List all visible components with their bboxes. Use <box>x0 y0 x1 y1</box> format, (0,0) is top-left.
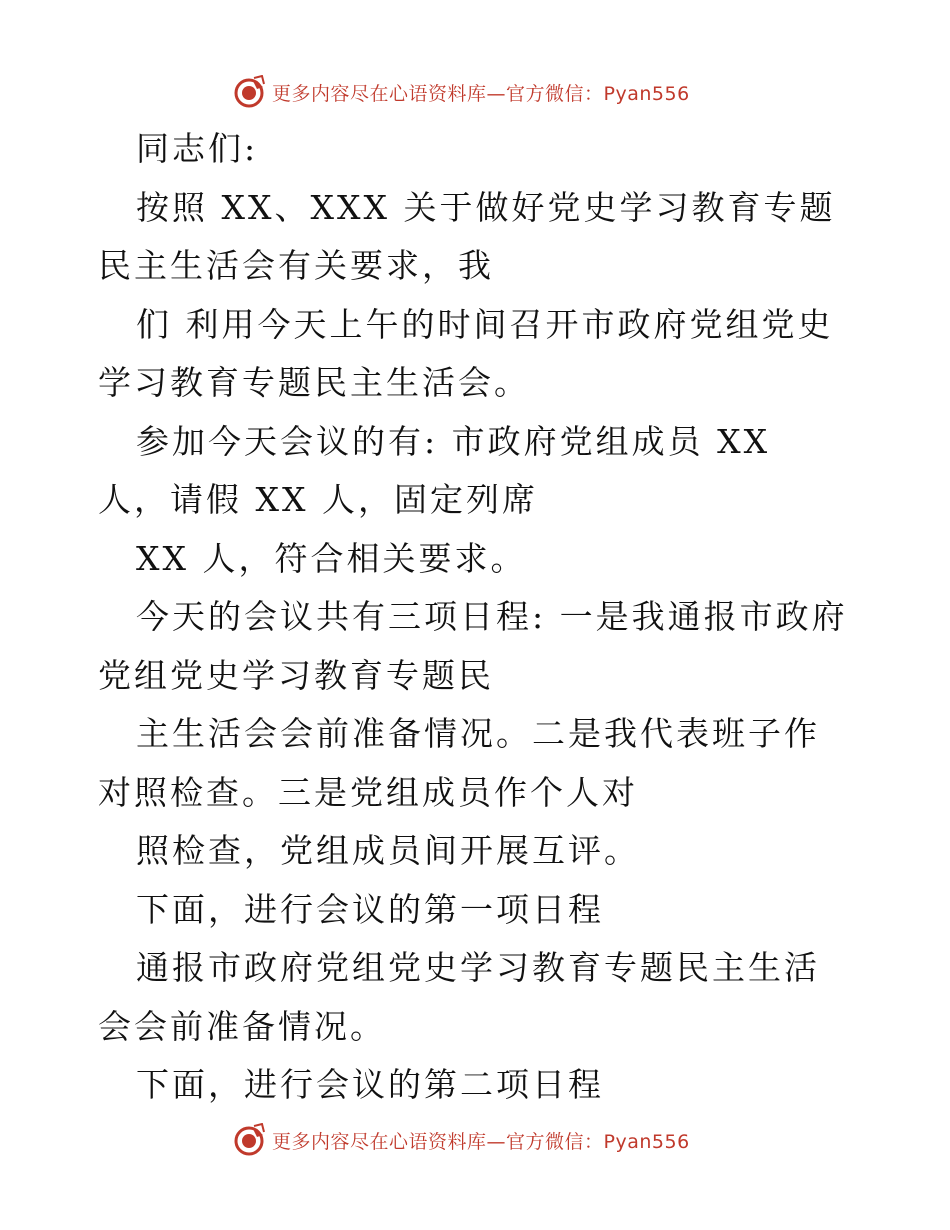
paragraph: 们 利用今天上午的时间召开市政府党组党史学习教育专题民主生活会。 <box>98 304 834 402</box>
paragraph: 下面，进行会议的第一项日程 <box>136 889 604 929</box>
pen-seal-icon <box>232 1123 266 1157</box>
paragraph: XX 人，符合相关要求。 <box>136 538 527 578</box>
paragraph: 今天的会议共有三项日程: 一是我通报市政府党组党史学习教育专题民 <box>98 597 848 695</box>
paragraph: 通报市政府党组党史学习教育专题民主生活会会前准备情况。 <box>98 948 820 1046</box>
watermark-text: 更多内容尽在心语资料库—官方微信：Pyan556 <box>272 1130 690 1153</box>
header-watermark <box>232 72 752 112</box>
footer-watermark <box>232 1120 752 1160</box>
paragraph: 同志们: <box>136 129 259 168</box>
paragraph: 下面，进行会议的第二项日程 <box>136 1065 604 1104</box>
watermark-text: 更多内容尽在心语资料库—官方微信：Pyan556 <box>272 82 690 105</box>
pen-seal-icon <box>232 75 266 109</box>
paragraph: 参加今天会议的有: 市政府党组成员 XX 人，请假 XX 人，固定列席 <box>98 421 784 519</box>
paragraph: 照检查，党组成员间开展互评。 <box>136 831 640 870</box>
paragraph: 按照 XX、XXX 关于做好党史学习教育专题民主生活会有关要求，我 <box>98 187 836 285</box>
paragraph: 主生活会会前准备情况。二是我代表班子作对照检查。三是党组成员作个人对 <box>98 714 820 812</box>
document-body <box>98 120 854 1115</box>
